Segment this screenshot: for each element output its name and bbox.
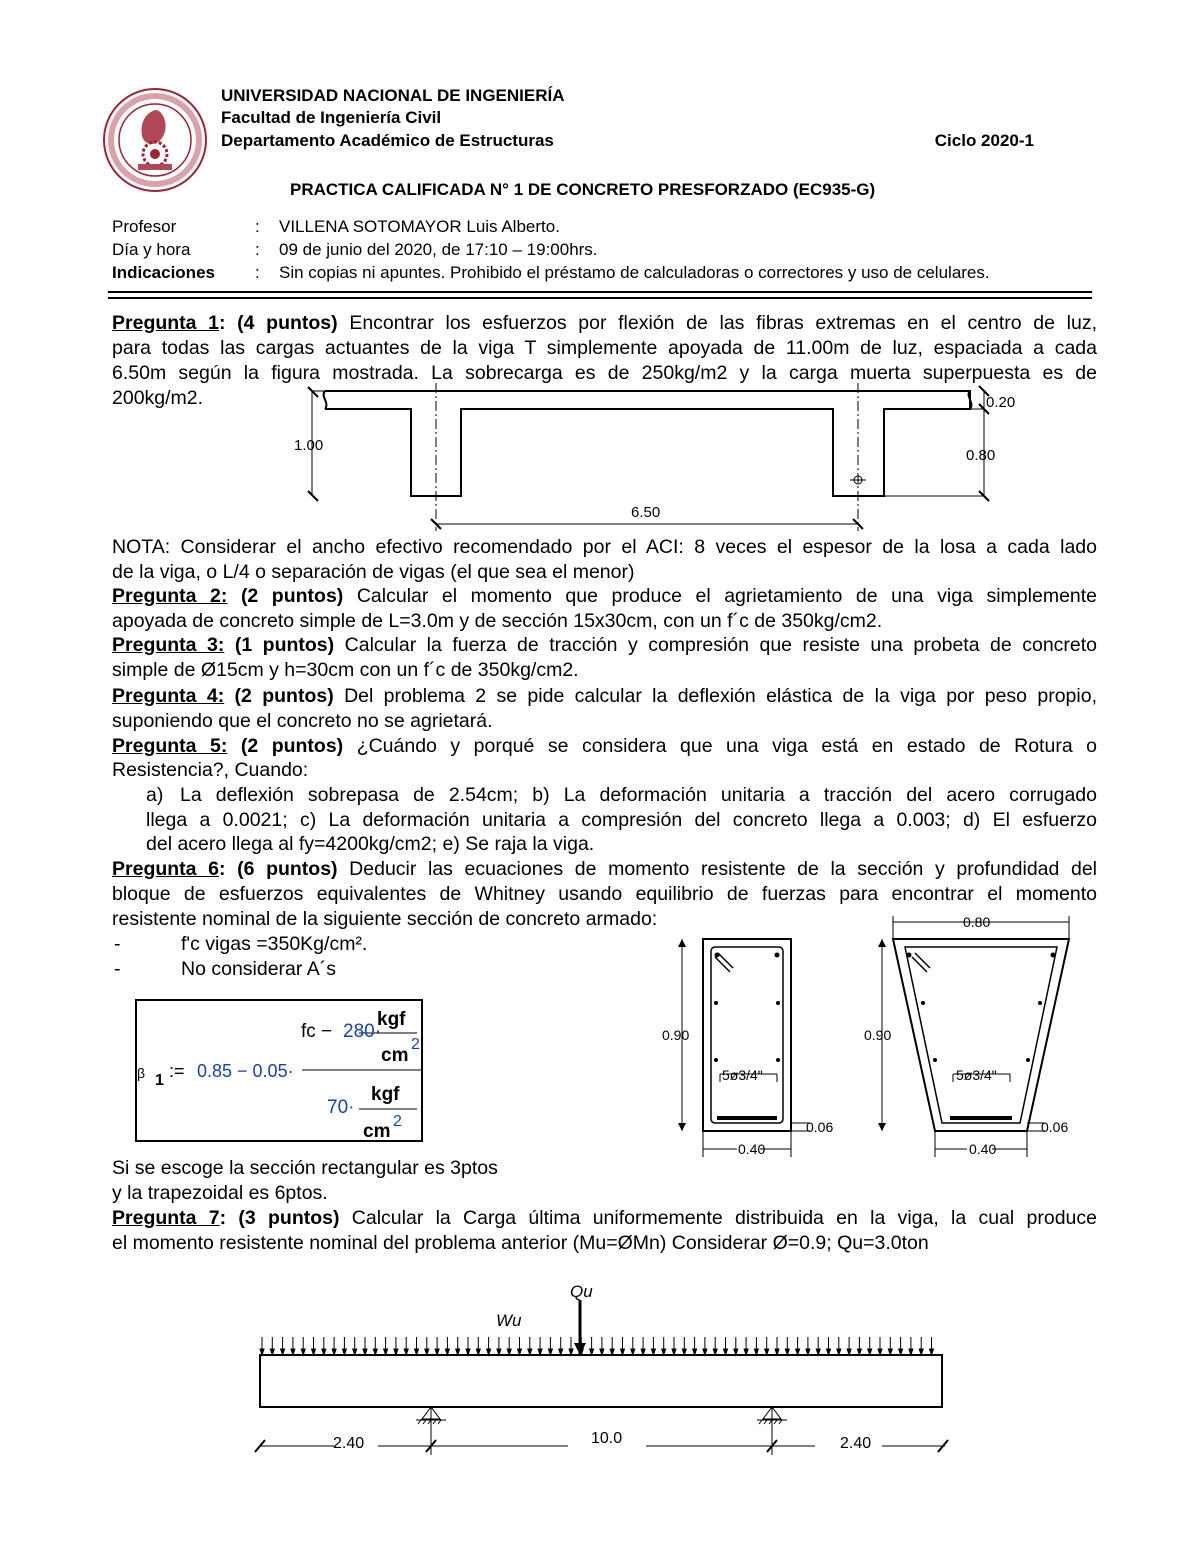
department-name: Departamento Académico de Estructuras: [221, 131, 554, 150]
trap-cover-label: 0.06: [1041, 1119, 1069, 1135]
formula-beta-sub: 1: [155, 1072, 164, 1089]
bullet-dash: -: [114, 933, 121, 955]
q2-label: Pregunta 2:: [112, 585, 228, 607]
indicaciones-label: Indicaciones: [112, 263, 215, 282]
q4-label: Pregunta 4:: [112, 685, 225, 707]
fecha-value: 09 de junio del 2020, de 17:10 – 19:00hrs.: [279, 240, 598, 259]
q2-points: (2 puntos): [240, 585, 344, 607]
q7-points: (3 puntos): [238, 1207, 340, 1229]
q5-option-line3: del acero llega al fy=4200kg/cm2; e) Se raja la viga.: [146, 833, 595, 855]
wu-label: Wu: [496, 1311, 522, 1330]
q2-text: Calcular el momento que produce el agrietamiento de una viga simplemente: [356, 585, 1098, 607]
university-name: UNIVERSIDAD NACIONAL DE INGENIERÍA: [221, 86, 565, 105]
dim-right-label: 2.40: [840, 1435, 872, 1452]
formula-unit-top: kgf: [371, 1084, 400, 1105]
q4-points: (2 puntos): [234, 685, 334, 707]
q3-line1: [112, 633, 1097, 658]
q6-points: (6 puntos): [237, 858, 338, 880]
qu-label: Qu: [570, 1282, 593, 1301]
trap-width-label: 0.40: [969, 1141, 997, 1157]
q6-bullet2: No considerar A´s: [181, 958, 336, 980]
formula-const: 0.85 − 0.05·: [197, 1061, 294, 1081]
formula-unit-exp: 2: [393, 1113, 402, 1130]
q3-label: Pregunta 3:: [112, 634, 225, 656]
q5-points: (2 puntos): [240, 735, 344, 757]
t-beam-figure: [280, 383, 1016, 533]
q1-points: (4 puntos): [237, 312, 338, 334]
rect-cover-label: 0.06: [806, 1119, 834, 1135]
dim-spacing-label: 6.50: [631, 504, 661, 521]
q3-line2: simple de Ø15cm y h=30cm con un f´c de 350kg/cm2.: [112, 659, 579, 681]
dim-slab-label: 0.20: [986, 394, 1016, 411]
q5-text: ¿Cuándo y porqué se considera que una viga está en estado de Rotura o: [356, 735, 1098, 757]
q7-line2: el momento resistente nominal del problema anterior (Mu=ØMn) Considerar Ø=0.9; Qu=3.0ton: [112, 1232, 929, 1254]
beam-load-figure: [250, 1280, 960, 1465]
formula-unit-bot: cm: [381, 1045, 409, 1066]
q5-label: Pregunta 5:: [112, 735, 228, 757]
formula-den-val: 70·: [327, 1097, 355, 1118]
q5-line2: Resistencia?, Cuando:: [112, 759, 309, 781]
rect-width-label: 0.40: [738, 1141, 766, 1157]
q6-label: Pregunta 6: [112, 858, 219, 880]
dim-web-label: 0.80: [966, 447, 996, 464]
profesor-label: Profesor: [112, 217, 177, 236]
q6-line1: Pregunta 6: (6 puntos) Deducir las ecuaciones de momento resistente de la sección y profundidad del: [112, 858, 1098, 880]
q3-points: (1 puntos): [234, 634, 335, 656]
indicaciones-value: Sin copias ni apuntes. Prohibido el préstamo de calculadoras o correctores y uso de celulares.: [279, 263, 990, 282]
q6-line2: bloque de esfuerzos equivalentes de Whitney usando equilibrio de fuerzas para encontrar el momento: [112, 883, 1097, 905]
q1-line1: Pregunta 1: (4 puntos) Encontrar los esfuerzos por flexión de las fibras extremas en el centro de luz,: [112, 312, 1097, 334]
nota-line2: de la viga, o L/4 o separación de vigas (el que sea el menor): [112, 561, 635, 583]
colon: :: [255, 217, 260, 236]
bullet-dash: -: [114, 958, 121, 980]
q5-option-label: a): [146, 784, 164, 806]
q6-text: Deducir las ecuaciones de momento resistente de la sección y profundidad del: [349, 858, 1098, 880]
header-divider: [108, 291, 1092, 293]
exam-title: PRACTICA CALIFICADA N° 1 DE CONCRETO PRESFORZADO (EC935-G): [290, 180, 876, 199]
colon: :: [255, 263, 260, 282]
q6-note2: y la trapezoidal es 6ptos.: [112, 1182, 328, 1204]
q4-line1: [112, 684, 1097, 709]
q6-line3: resistente nominal de la siguiente sección de concreto armado:: [112, 908, 658, 930]
q1-line2: para todas las cargas actuantes de la viga T simplemente apoyada de 11.00m de luz, espaciada a cada: [112, 337, 1097, 359]
formula-assign: :=: [169, 1061, 185, 1081]
q1-line3: 6.50m según la figura mostrada. La sobrecarga es de 250kg/m2 y la carga muerta superpuesta es de: [112, 362, 1097, 384]
q7-label: Pregunta 7: [112, 1207, 220, 1229]
fecha-label: Día y hora: [112, 240, 191, 259]
colon: :: [255, 240, 260, 259]
university-logo: [102, 84, 208, 196]
formula-beta: β: [137, 1065, 146, 1081]
q4-line2: suponiendo que el concreto no se agrietará.: [112, 710, 493, 732]
faculty-name: Facultad de Ingeniería Civil: [221, 108, 442, 127]
q5-option-line1: La deflexión sobrepasa de 2.54cm; b) La deformación unitaria a tracción del acero corrugado: [180, 784, 1097, 806]
dim-left-label: 2.40: [333, 1435, 365, 1452]
q6-note1: Si se escoge la sección rectangular es 3ptos: [112, 1157, 498, 1179]
q3-text: Calcular la fuerza de tracción y compresión que resiste una probeta de concreto: [344, 634, 1098, 656]
sections-figure: [660, 912, 1100, 1162]
trap-height-label: 0.90: [864, 1027, 892, 1043]
q1-label: Pregunta 1: [112, 312, 220, 334]
header-divider: [108, 297, 1092, 299]
formula-num-val: 280·: [343, 1021, 382, 1042]
q1-text: Encontrar los esfuerzos por flexión de las fibras extremas en el centro de luz,: [349, 312, 1097, 334]
q7-line1: Pregunta 7: (3 puntos) Calcular la Carga última uniformemente distribuida en la viga, la cual produce: [112, 1207, 1098, 1229]
q1-line4: 200kg/m2.: [112, 387, 204, 409]
rect-height-label: 0.90: [662, 1027, 690, 1043]
q2-line1: [112, 584, 1097, 609]
q4-text: Del problema 2 se pide calcular la deflexión elástica de la viga por peso propio,: [344, 685, 1097, 707]
q5-line1: [112, 734, 1097, 759]
q6-bullet1: f'c vigas =350Kg/cm².: [181, 933, 368, 955]
nota-line1: NOTA: Considerar el ancho efectivo recomendado por el ACI: 8 veces el espesor de la losa a cada lado: [112, 536, 1097, 558]
trap-top-label: 0.80: [963, 914, 991, 930]
beta-formula-box: [135, 999, 423, 1142]
profesor-value: VILLENA SOTOMAYOR Luis Alberto.: [279, 217, 560, 236]
cycle-label: Ciclo 2020-1: [934, 131, 1034, 150]
formula-num-left: fc −: [301, 1021, 333, 1042]
dim-height-label: 1.00: [294, 437, 324, 454]
q2-line2: apoyada de concreto simple de L=3.0m y de sección 15x30cm, con un f´c de 350kg/cm2.: [112, 610, 883, 632]
formula-unit-exp: 2: [411, 1036, 420, 1053]
trap-bars-label: 5ø3/4": [956, 1067, 997, 1083]
dim-mid-label: 10.0: [591, 1430, 623, 1447]
formula-unit-top: kgf: [377, 1009, 406, 1030]
formula-unit-bot: cm: [363, 1121, 391, 1142]
q7-text: Calcular la Carga última uniformemente distribuida en la viga, la cual produce: [351, 1207, 1098, 1229]
rect-bars-label: 5ø3/4": [722, 1067, 763, 1083]
q5-option-line2: llega a 0.0021; c) La deformación unitaria a compresión del concreto llega a 0.003; d) El esfuerzo: [146, 809, 1097, 831]
